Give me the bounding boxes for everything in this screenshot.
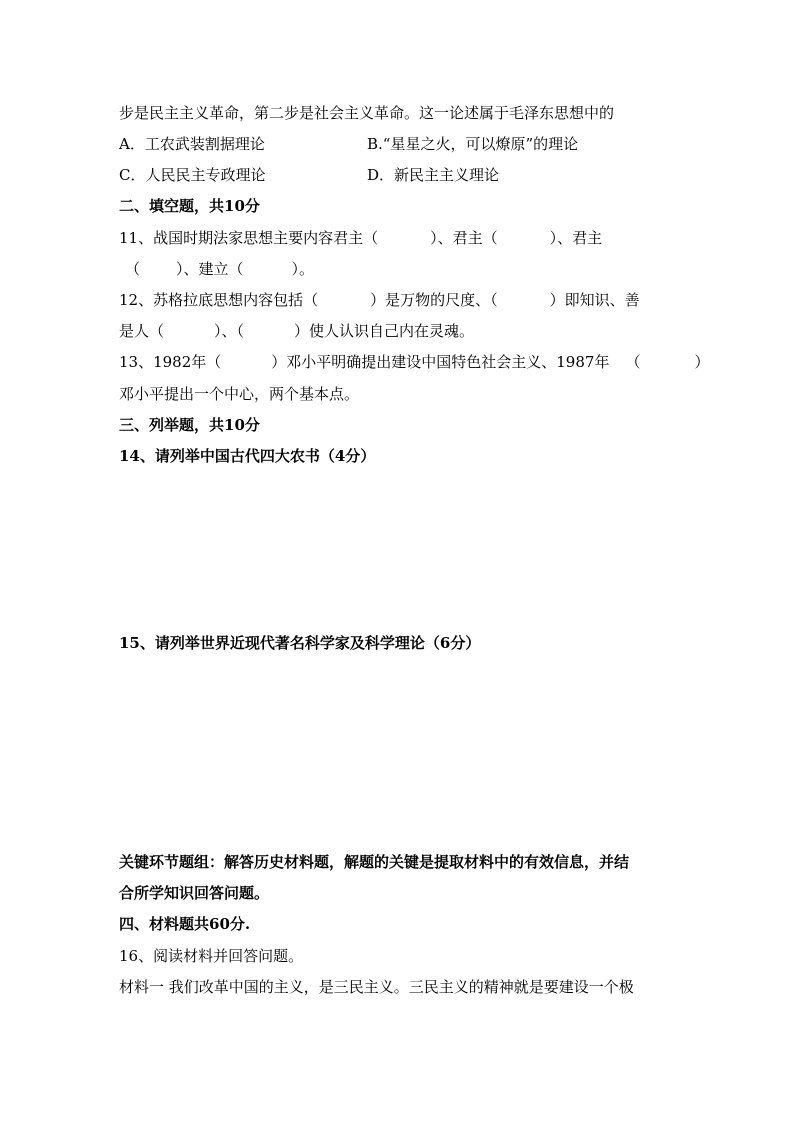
material-1: 材料一 我们改革中国的主义，是三民主义。三民主义的精神就是要建设一个极: [119, 978, 634, 996]
text-line: 步是民主主义革命，第二步是社会主义革命。这一论述属于毛泽东思想中的: [119, 104, 615, 122]
text-fragment: ）邓小平明确提出建设中国特色社会主义、1987年: [271, 353, 610, 371]
key-note-line-2: 合所学知识回答问题。: [119, 884, 270, 902]
option-c: C．人民民主专政理论: [119, 166, 266, 184]
text-fragment: ）是万物的尺度、（: [370, 291, 498, 309]
text-fragment: ）、（: [214, 322, 245, 340]
text-fragment: 13、1982年（: [119, 353, 222, 371]
section-4-heading: 四、材料题共60分.: [119, 915, 251, 933]
question-13-line-2: 邓小平提出一个中心，两个基本点。: [119, 385, 360, 403]
text-fragment: 11、战国时期法家思想主要内容君主（: [119, 229, 379, 247]
question-12-line-2: [119, 321, 474, 341]
question-14: 14、请列举中国古代四大农书（4分）: [119, 447, 376, 465]
text-fragment: （: [125, 260, 141, 278]
option-b: B.“星星之火，可以燎原”的理论: [367, 135, 579, 153]
option-a: A．工农武装割据理论: [119, 135, 265, 153]
text-fragment: ）即知识、善: [549, 291, 640, 309]
section-2-heading: 二、填空题，共10分: [119, 197, 260, 215]
text-fragment: ）、建立（: [176, 260, 244, 278]
question-12-line-1: [119, 290, 640, 310]
text-fragment: ）、君主: [549, 229, 603, 247]
text-fragment: ）。: [291, 260, 315, 278]
text-fragment: ）使人认识自己内在灵魂。: [294, 322, 475, 340]
key-note-line-1: 关键环节题组：解答历史材料题，解题的关键是提取材料中的有效信息，并结: [119, 853, 630, 871]
section-3-heading: 三、列举题，共10分: [119, 416, 260, 434]
question-13-line-1: [119, 352, 709, 372]
text-fragment: 是人（: [119, 322, 165, 340]
text-fragment: （: [625, 353, 641, 371]
question-16: 16、阅读材料并回答问题。: [119, 947, 304, 965]
option-d: D．新民主主义理论: [367, 166, 500, 184]
question-11-line-1: [119, 228, 602, 248]
question-11-line-2: [125, 259, 314, 279]
text-fragment: 12、苏格拉底思想内容包括（: [119, 291, 319, 309]
text-fragment: ）、君主（: [430, 229, 498, 247]
question-15: 15、请列举世界近现代著名科学家及科学理论（6分）: [119, 634, 481, 652]
text-fragment: ）: [694, 353, 710, 371]
